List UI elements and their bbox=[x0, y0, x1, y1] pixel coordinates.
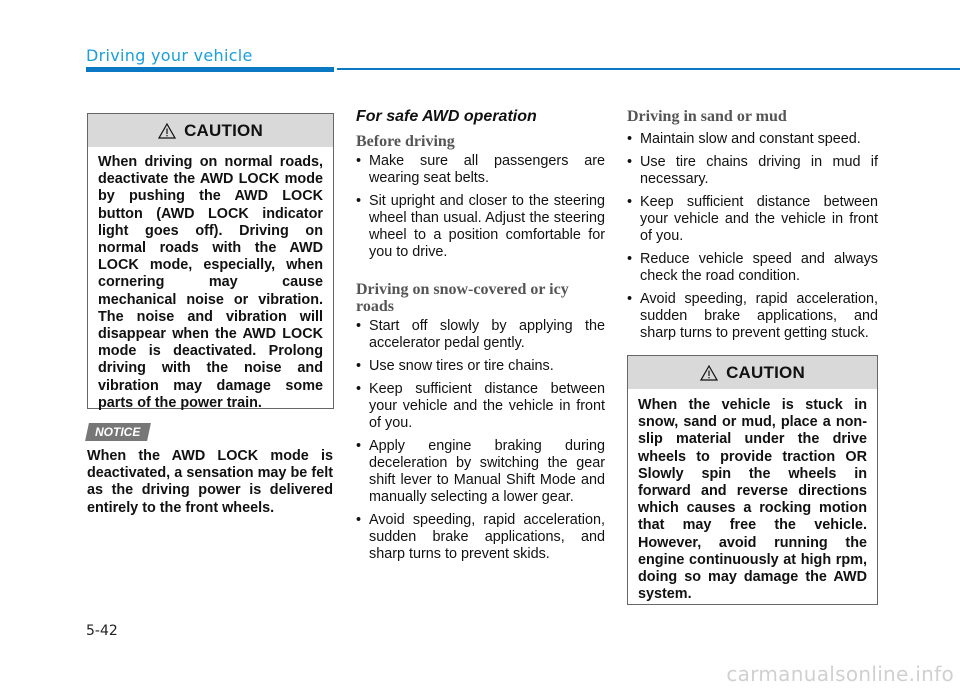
caution-label: CAUTION bbox=[184, 120, 263, 140]
list-item: • Apply engine braking during deceleration by switching the gear shift lever to Manual Shift Mode and manually selecting a lower gear. bbox=[356, 438, 605, 506]
notice-label: NOTICE bbox=[95, 425, 141, 439]
list-before-driving bbox=[356, 153, 605, 261]
caution-text: When the vehicle is stuck in snow, sand or mud, place a non-slip material under the drive wheels to provide traction OR Slowly spin the wheels in forward and reverse directions which causes a rocking motion that may free the vehicle. However, avoid running the engine continuously at high rpm, doing so may damage the AWD system. bbox=[638, 397, 867, 603]
list-item: • Reduce vehicle speed and always check the road condition. bbox=[627, 251, 878, 285]
header-rule bbox=[86, 67, 334, 72]
warning-triangle-icon bbox=[700, 365, 718, 381]
list-item: • Avoid speeding, rapid acceleration, sudden brake applications, and sharp turns to prevent getting stuck. bbox=[627, 291, 878, 342]
caution-box-stuck bbox=[627, 355, 878, 605]
watermark: carmanualsonline.info bbox=[726, 662, 954, 686]
list-item: • Make sure all passengers are wearing seat belts. bbox=[356, 153, 605, 187]
list-item: • Sit upright and closer to the steering wheel than usual. Adjust the steering wheel to a position comfortable for you to drive. bbox=[356, 193, 605, 261]
subsection-heading-sand-mud: Driving in sand or mud bbox=[627, 108, 787, 125]
section-title: For safe AWD operation bbox=[356, 108, 537, 125]
list-snow-icy bbox=[356, 318, 605, 563]
section-header: Driving your vehicle bbox=[86, 46, 253, 65]
caution-header bbox=[88, 114, 333, 147]
subsection-heading-snow-icy: Driving on snow-covered or icy roads bbox=[356, 281, 569, 315]
list-item: • Start off slowly by applying the accelerator pedal gently. bbox=[356, 318, 605, 352]
list-item: • Use tire chains driving in mud if necessary. bbox=[627, 154, 878, 188]
subsection-heading-before-driving: Before driving bbox=[356, 133, 455, 150]
list-item: • Use snow tires or tire chains. bbox=[356, 358, 605, 375]
warning-triangle-icon bbox=[158, 123, 176, 139]
notice-text: When the AWD LOCK mode is deactivated, a sensation may be felt as the driving power is delivered entirely to the front wheels. bbox=[87, 448, 333, 516]
caution-text: When driving on normal roads, deactivate the AWD LOCK mode by pushing the AWD LOCK button (AWD LOCK indicator light goes off). Driving on normal roads with the AWD LOCK mode, especially, when cornering may cause mechanical noise or vibration. The noise and vibration will disappear when the AWD LOCK mode is deactivated. Prolong driving with the noise and vibration may damage some parts of the power train. bbox=[98, 154, 323, 411]
list-item: • Avoid speeding, rapid acceleration, sudden brake applications, and sharp turns to prevent skids. bbox=[356, 512, 605, 563]
list-sand-mud bbox=[627, 131, 878, 342]
list-item: • Keep sufficient distance between your vehicle and the vehicle in front of you. bbox=[356, 381, 605, 432]
list-item: • Keep sufficient distance between your vehicle and the vehicle in front of you. bbox=[627, 194, 878, 245]
list-item: • Maintain slow and constant speed. bbox=[627, 131, 878, 148]
caution-label: CAUTION bbox=[726, 362, 805, 382]
header-rule-thin bbox=[337, 68, 960, 70]
caution-box-awd-lock bbox=[87, 113, 334, 409]
caution-header bbox=[628, 356, 877, 389]
column-awd-operation bbox=[356, 108, 605, 569]
page-number: 5-42 bbox=[86, 623, 118, 639]
column-sand-mud bbox=[627, 108, 878, 348]
notice-badge bbox=[85, 423, 151, 441]
